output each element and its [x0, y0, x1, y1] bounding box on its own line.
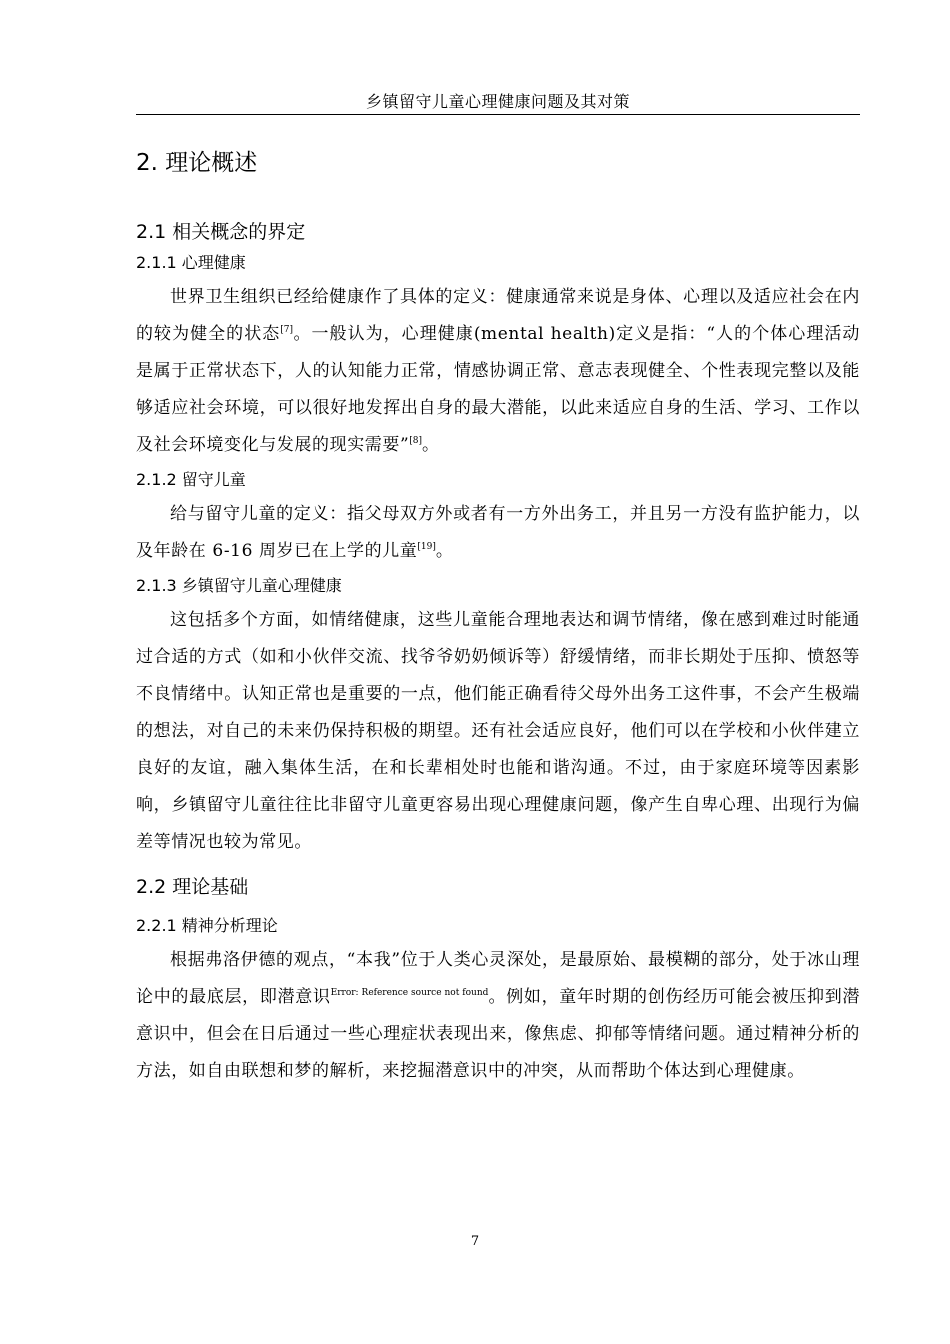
- citation-ref: [19]: [417, 542, 436, 552]
- citation-ref: [8]: [409, 436, 423, 446]
- subsection-2-1-2-title: 2.1.2 留守儿童: [136, 470, 246, 489]
- section-2-1-title: 2.1 相关概念的界定: [136, 221, 306, 243]
- subsection-2-1-3-title: 2.1.3 乡镇留守儿童心理健康: [136, 576, 342, 595]
- subsection-2-1-1-title: 2.1.1 心理健康: [136, 253, 246, 272]
- citation-error-ref: Error: Reference source not found: [330, 988, 489, 998]
- paragraph-mental-health: 世界卫生组织已经给健康作了具体的定义：健康通常来说是身体、心理以及适应社会在内的较为健全的状态[7]。一般认为，心理健康(mental health)定义是指：“人的个体心理活动是属于正常状态下，人的认知能力正常，情感协调正常、意志表现健全、个性表现完整以及能够适应社会环境，可以很好地发挥出自身的最大潜能，以此来适应自身的生活、学习、工作以及社会环境变化与发展的现实需要”[8]。: [136, 287, 860, 455]
- running-header-title: 乡镇留守儿童心理健康问题及其对策: [365, 92, 630, 111]
- paragraph-left-behind-children: 给与留守儿童的定义：指父母双方外或者有一方外出务工，并且另一方没有监护能力，以及年龄在 6-16 周岁已在上学的儿童[19]。: [136, 504, 860, 561]
- page-body: [136, 140, 860, 1090]
- subsection-2-2-1-title: 2.2.1 精神分析理论: [136, 916, 278, 935]
- page-number: 7: [470, 1234, 480, 1249]
- paragraph-psychoanalysis: 根据弗洛伊德的观点，“本我”位于人类心灵深处，是最原始、最模糊的部分，处于冰山理论中的最底层，即潜意识$^{Error: Reference source not found}$。例如，童年时期的创伤经历可能会被压抑到潜意识中，但会在日后通过一些心理症状表现出来，像焦虑、抑郁等情绪问题。通过精神分析的方法，如自由联想和梦的解析，来挖掘潜意识中的冲突，从而帮助个体达到心理健康。: [136, 950, 861, 1081]
- running-header: [136, 90, 860, 115]
- citation-ref: [7]: [280, 325, 294, 335]
- paragraph-rural-children-mental-health: 这包括多个方面，如情绪健康，这些儿童能合理地表达和调节情绪，像在感到难过时能通过合适的方式（如和小伙伴交流、找爷爷奶奶倾诉等）舒缓情绪，而非长期处于压抑、愤怒等不良情绪中。认知正常也是重要的一点，他们能正确看待父母外出务工这件事，不会产生极端的想法，对自己的未来仍保持积极的期望。还有社会适应良好，他们可以在学校和小伙伴建立良好的友谊，融入集体生活，在和长辈相处时也能和谐沟通。不过，由于家庭环境等因素影响，乡镇留守儿童往往比非留守儿童更容易出现心理健康问题，像产生自卑心理、出现行为偏差等情况也较为常见。: [136, 610, 860, 852]
- section-2-2-title: 2.2 理论基础: [136, 876, 249, 898]
- chapter-title: 2. 理论概述: [136, 150, 258, 176]
